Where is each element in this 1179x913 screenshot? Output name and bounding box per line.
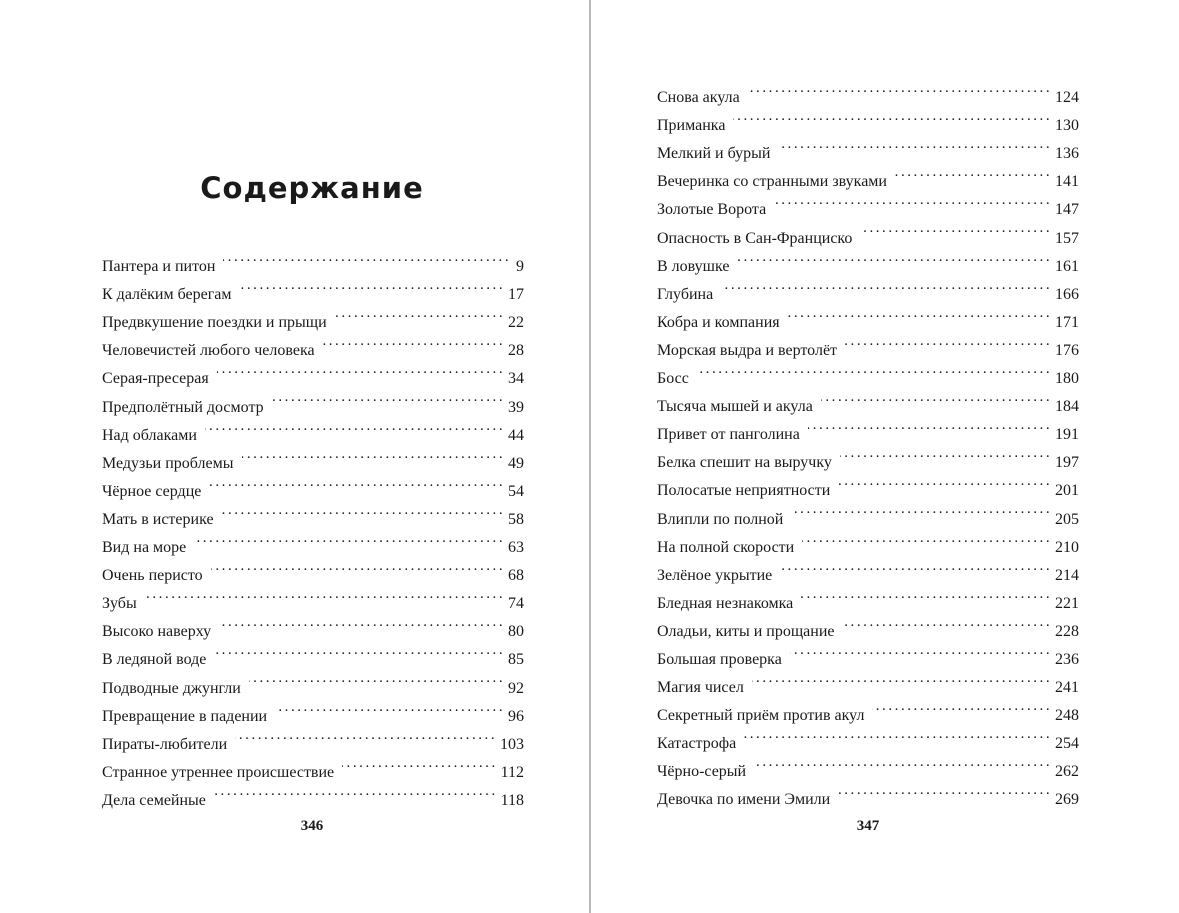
right-page: [591, 0, 1179, 913]
toc-entry-page-number: 161: [1055, 257, 1079, 275]
toc-entry-title: Над облаками: [102, 426, 197, 444]
toc-entry-title: Высоко наверху: [102, 623, 212, 641]
toc-entry-page-number: 248: [1055, 707, 1079, 725]
toc-entry: [657, 74, 1079, 107]
toc-entry-page-number: 221: [1055, 594, 1079, 612]
toc-entry: [102, 580, 524, 613]
toc-entry-title: Серая-пресерая: [102, 370, 209, 388]
toc-entry-page-number: 92: [508, 679, 524, 697]
toc-entry-title: Полосатые неприятности: [657, 482, 831, 500]
toc-entry-title: Влипли по полной: [657, 510, 784, 528]
toc-entry-title: В ледяной воде: [102, 651, 207, 669]
toc-entry-title: Чёрно-серый: [657, 763, 747, 781]
dot-leader: [335, 299, 502, 327]
toc-entry-page-number: 28: [508, 342, 524, 360]
toc-entry-page-number: 112: [500, 763, 524, 781]
toc-entry-page-number: 157: [1055, 229, 1079, 247]
toc-entry-page-number: 103: [500, 735, 524, 753]
toc-entry-page-number: 34: [508, 370, 524, 388]
toc-entry: [657, 383, 1079, 416]
toc-entry-title: Морская выдра и вертолёт: [657, 341, 838, 359]
dot-leader: [790, 636, 1049, 664]
toc-entry: [657, 299, 1079, 331]
dot-leader: [895, 158, 1049, 186]
left-page: [0, 0, 589, 913]
toc-entry-page-number: 171: [1055, 313, 1079, 331]
dot-leader: [838, 467, 1049, 495]
dot-leader: [217, 355, 502, 383]
toc-entry-page-number: 184: [1055, 398, 1079, 416]
dot-leader: [214, 636, 502, 664]
toc-entry-title: Пираты-любители: [102, 735, 228, 753]
dot-leader: [838, 776, 1049, 804]
toc-entry-title: Медузьи проблемы: [102, 454, 234, 472]
toc-entry-page-number: 262: [1055, 763, 1079, 781]
toc-entry-page-number: 197: [1055, 454, 1079, 472]
toc-entry-page-number: 228: [1055, 622, 1079, 640]
dot-leader: [748, 74, 1049, 102]
toc-entry: [102, 608, 524, 641]
dot-leader: [754, 748, 1049, 776]
dot-leader: [788, 299, 1049, 327]
toc-entry: [102, 243, 524, 276]
toc-entry-page-number: 205: [1055, 510, 1079, 528]
toc-entry-page-number: 180: [1055, 370, 1079, 388]
toc-entry-page-number: 210: [1055, 538, 1079, 556]
toc-entry-page-number: 54: [508, 482, 524, 500]
dot-leader: [802, 524, 1049, 552]
toc-entry-title: Превращение в падении: [102, 707, 268, 725]
dot-leader: [872, 692, 1049, 720]
dot-leader: [275, 693, 502, 721]
dot-leader: [223, 243, 508, 271]
dot-leader: [697, 355, 1049, 383]
toc-entry-page-number: 44: [508, 426, 524, 444]
toc-entry-title: Тысяча мышей и акула: [657, 398, 813, 416]
toc-entry-title: Пантера и питон: [102, 258, 216, 276]
dot-leader: [205, 412, 502, 440]
toc-entry-title: Глубина: [657, 285, 714, 303]
toc-entry-title: Очень перисто: [102, 567, 203, 585]
toc-entry-title: Зубы: [102, 595, 137, 613]
dot-leader: [840, 439, 1049, 467]
dot-leader: [752, 664, 1049, 692]
toc-entry-title: Катастрофа: [657, 735, 737, 753]
toc-entry-title: Вид на море: [102, 539, 187, 557]
toc-entry-title: Мать в истерике: [102, 510, 214, 528]
toc-entry-title: Бледная незнакомка: [657, 594, 794, 612]
toc-entry-title: Зелёное укрытие: [657, 566, 773, 584]
dot-leader: [342, 749, 494, 777]
dot-leader: [240, 271, 502, 299]
toc-entry-title: Предвкушение поездки и прыщи: [102, 314, 327, 332]
page-title: Содержание: [200, 171, 424, 206]
page-number-left: 346: [300, 818, 324, 834]
toc-entry-title: Большая проверка: [657, 650, 782, 668]
toc-entry-title: Кобра и компания: [657, 313, 780, 331]
toc-entry-page-number: 9: [516, 258, 524, 276]
dot-leader: [791, 495, 1049, 523]
dot-leader: [778, 130, 1049, 158]
toc-entry-page-number: 176: [1055, 341, 1079, 359]
toc-entry-page-number: 124: [1055, 89, 1079, 107]
toc-entry-title: Золотые Ворота: [657, 201, 767, 219]
toc-entry-title: Девочка по имени Эмили: [657, 791, 831, 809]
dot-leader: [219, 608, 502, 636]
dot-leader: [821, 383, 1049, 411]
toc-entry-page-number: 269: [1055, 791, 1079, 809]
toc-entry: [657, 355, 1079, 388]
dot-leader: [780, 552, 1049, 580]
toc-entry-page-number: 39: [508, 398, 524, 416]
toc-entry-page-number: 17: [508, 286, 524, 304]
toc-entry-page-number: 68: [508, 567, 524, 585]
toc-entry-title: Предполётный досмотр: [102, 398, 264, 416]
dot-leader: [843, 608, 1050, 636]
toc-entry-page-number: 58: [508, 510, 524, 528]
dot-leader: [235, 721, 494, 749]
toc-entry-title: Магия чисел: [657, 679, 744, 697]
toc-entry-page-number: 130: [1055, 117, 1079, 135]
dot-leader: [774, 186, 1049, 214]
toc-entry-title: Вечеринка со странными звуками: [657, 173, 887, 191]
toc-entry-page-number: 118: [500, 791, 524, 809]
toc-list-right: [657, 74, 1079, 809]
dot-leader: [808, 411, 1049, 439]
toc-entry-page-number: 85: [508, 651, 524, 669]
toc-entry-page-number: 166: [1055, 285, 1079, 303]
dot-leader: [242, 440, 503, 468]
toc-entry-title: Секретный приём против акул: [657, 707, 865, 725]
toc-entry-title: Странное утреннее происшествие: [102, 763, 335, 781]
toc-entry-page-number: 241: [1055, 679, 1079, 697]
toc-entry-page-number: 201: [1055, 482, 1079, 500]
dot-leader: [222, 496, 502, 524]
dot-leader: [801, 580, 1049, 608]
toc-entry-page-number: 147: [1055, 201, 1079, 219]
dot-leader: [209, 468, 502, 496]
dot-leader: [845, 327, 1049, 355]
toc-entry-page-number: 254: [1055, 735, 1079, 753]
toc-entry-title: Дела семейные: [102, 791, 206, 809]
toc-entry-title: Чёрное сердце: [102, 482, 202, 500]
toc-entry-title: Снова акула: [657, 89, 740, 107]
toc-entry-title: Оладьи, киты и прощание: [657, 622, 835, 640]
toc-entry-title: В ловушке: [657, 257, 730, 275]
dot-leader: [737, 243, 1049, 271]
toc-list-left: [102, 243, 524, 809]
toc-entry-page-number: 63: [508, 539, 524, 557]
dot-leader: [733, 102, 1049, 130]
dot-leader: [272, 383, 502, 411]
toc-entry-page-number: 136: [1055, 145, 1079, 163]
toc-entry-page-number: 49: [508, 454, 524, 472]
toc-entry-page-number: 96: [508, 707, 524, 725]
dot-leader: [323, 327, 502, 355]
dot-leader: [145, 580, 502, 608]
toc-entry-page-number: 141: [1055, 173, 1079, 191]
toc-entry-title: Опасность в Сан-Франциско: [657, 229, 853, 247]
dot-leader: [214, 777, 495, 805]
dot-leader: [721, 271, 1049, 299]
toc-entry-title: Белка спешит на выручку: [657, 454, 832, 472]
dot-leader: [744, 720, 1049, 748]
toc-entry-page-number: 80: [508, 623, 524, 641]
toc-entry-title: Человечистей любого человека: [102, 342, 315, 360]
toc-entry-page-number: 74: [508, 595, 524, 613]
toc-entry-title: Приманка: [657, 117, 726, 135]
toc-entry: [657, 271, 1079, 303]
toc-entry-title: Босс: [657, 370, 689, 388]
toc-entry-title: Привет от панголина: [657, 426, 800, 444]
toc-entry-title: На полной скорости: [657, 538, 795, 556]
dot-leader: [860, 214, 1049, 242]
toc-entry-page-number: 191: [1055, 426, 1079, 444]
page-number-right: 347: [856, 818, 880, 834]
dot-leader: [194, 524, 502, 552]
toc-entry-page-number: 214: [1055, 566, 1079, 584]
dot-leader: [211, 552, 502, 580]
toc-entry-page-number: 236: [1055, 650, 1079, 668]
toc-entry-title: Мелкий и бурый: [657, 145, 771, 163]
dot-leader: [249, 664, 502, 692]
toc-entry-page-number: 22: [508, 314, 524, 332]
toc-entry-title: Подводные джунгли: [102, 679, 241, 697]
toc-entry-title: К далёким берегам: [102, 286, 232, 304]
